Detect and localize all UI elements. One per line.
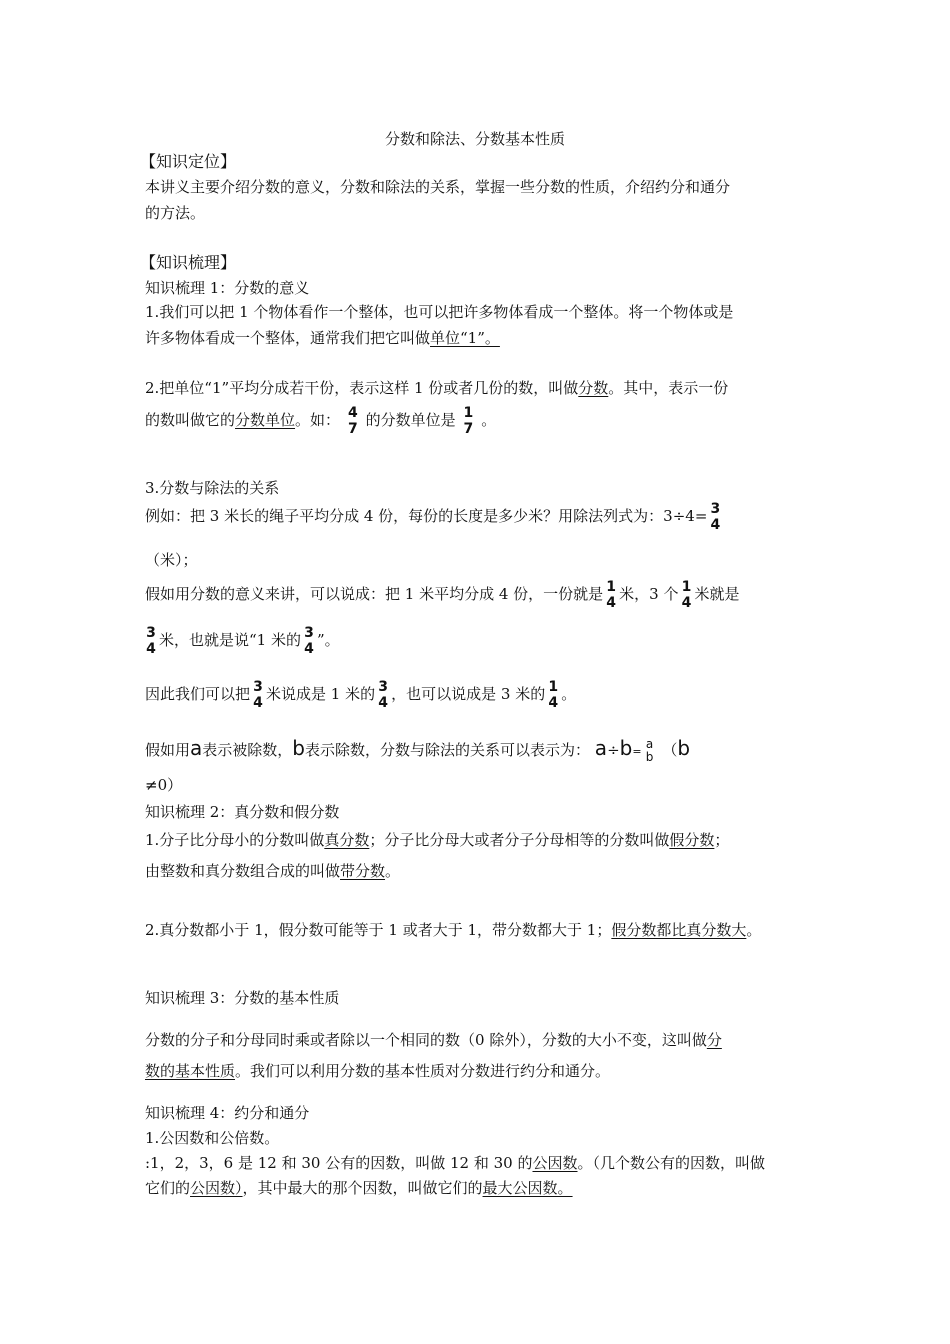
text-segment: 2.把单位“1”平均分成若干份，表示这样 1 份或者几份的数，叫做 [145,379,579,397]
text-segment: 分数的分子和分母同时乘或者除以一个相同的数（0 除外），分数的大小不变，这叫做 [145,1031,707,1049]
k1-p2-line1 [145,378,728,398]
variable-b: b [677,736,691,760]
relation-line-1 [145,730,690,770]
example-line-3 [145,576,740,612]
k4-line2 [145,1178,573,1198]
term-improper-greater: 假分数都比真分数大 [611,921,747,939]
text-segment: 假如用 [145,741,191,759]
term-unit-one: 单位“1”。 [430,329,500,347]
variable-b: b [292,736,305,760]
text-segment: 因此我们可以把 [145,685,251,703]
fraction-1-4 [547,679,559,711]
denominator: 4 [146,641,156,657]
text-segment: 假如用分数的意义来讲，可以说成：把 1 米平均分成 4 份，一份就是 [145,585,604,603]
text-segment: 的数叫做它的 [145,411,236,429]
term-basic-property: 数的基本性质 [145,1062,236,1080]
term-common-factor: 公因数 [532,1154,578,1172]
text-segment: ，也可以说成是 3 米的 [391,685,546,703]
text-segment: 由整数和真分数组合成的叫做 [145,862,341,880]
term-fraction: 分数 [578,379,609,397]
text-segment: 米，也就是说“1 米的 [159,631,301,649]
denominator: 4 [378,695,388,711]
variable-b: b [619,736,633,760]
k2-p1-line2 [145,861,400,881]
text-segment: :1，2，3，6 是 12 和 30 公有的因数，叫做 12 和 30 的 [145,1154,533,1172]
numerator: 1 [548,679,559,695]
text-segment: 例如：把 3 米长的绳子平均分成 4 份，每份的长度是多少米？用除法列式为：3÷4= [145,507,708,525]
text-segment: 。 [561,685,577,703]
example-line-4 [145,622,340,658]
term-basic-property: 分 [706,1031,722,1049]
numerator: 1 [606,579,617,595]
example-line-5 [145,676,576,712]
term-mixed-number: 带分数 [340,862,386,880]
fraction-3-4 [303,625,315,657]
text-segment: 。其中，表示一份 [608,379,729,397]
variable-a: a [190,736,203,760]
denominator: 7 [347,421,358,437]
text-segment: 米，3 个 [619,585,679,603]
denominator: 4 [606,595,617,611]
fraction-3-4 [145,625,157,657]
variable-a: a [594,736,608,760]
numerator: 3 [253,679,263,695]
text-segment: ，其中最大的那个因数，叫做它们的 [242,1179,483,1197]
fraction-1-4 [605,579,617,611]
k2-p2 [145,920,761,940]
document-title: 分数和除法、分数基本性质 [384,130,565,148]
example-line-2: （米）； [145,551,198,569]
text-segment: 它们的 [145,1179,191,1197]
text-segment: ”。 [316,631,340,649]
text-segment: 。我们可以利用分数的基本性质对分数进行约分和通分。 [235,1062,611,1080]
k1-title: 知识梳理 1：分数的意义 [145,279,310,297]
equals-symbol: = [632,745,642,758]
example-line-1 [145,498,723,534]
fraction-1-4 [680,579,692,611]
text-segment: 。 [385,862,401,880]
term-proper-fraction: 真分数 [324,831,370,849]
denominator: 4 [710,517,721,533]
text-segment: 1.分子比分母小的分数叫做 [145,831,325,849]
fraction-1-7 [462,405,474,437]
fraction-3-4 [377,679,389,711]
text-segment: ； [714,831,730,849]
numerator: 1 [463,405,474,421]
text-segment: 。如： [295,411,341,429]
denominator: 4 [304,641,314,657]
text-segment: 。 [481,411,497,429]
numerator: 3 [378,679,388,695]
numerator: a [645,737,654,751]
section-heading-review: 【知识梳理】 [140,253,237,272]
denominator: 4 [681,595,692,611]
denominator: b [645,750,654,764]
intro-line-1: 本讲义主要介绍分数的意义，分数和除法的关系，掌握一些分数的性质，介绍约分和通分 [145,178,731,196]
text-segment: 表示除数，分数与除法的关系可以表示为： [305,741,591,759]
numerator: 3 [146,625,156,641]
text-segment: ；分子比分母大或者分子分母相等的分数叫做 [369,831,670,849]
section-heading-positioning: 【知识定位】 [140,152,237,171]
k1-p2-line2 [145,402,496,438]
k3-title: 知识梳理 3：分数的基本性质 [145,989,340,1007]
k3-line1 [145,1030,722,1050]
term-fraction-unit: 分数单位 [235,411,296,429]
k1-p3-title: 3.分数与除法的关系 [145,479,280,497]
text-segment: 2.真分数都小于 1，假分数可能等于 1 或者大于 1，带分数都大于 1； [145,921,612,939]
text-segment: 米就是 [694,585,740,603]
k2-title: 知识梳理 2：真分数和假分数 [145,803,340,821]
fraction-a-b [644,738,656,764]
term-greatest-common-factor: 最大公因数。 [482,1179,573,1197]
k1-p1-line2 [145,328,500,348]
denominator: 7 [463,421,474,437]
text-segment: 表示被除数， [202,741,293,759]
k4-line1 [145,1153,765,1173]
fraction-4-7 [347,405,359,437]
relation-line-2: ≠0） [145,776,183,794]
text-segment: 。 [746,921,762,939]
divide-symbol: ÷ [607,741,620,759]
numerator: 3 [710,501,721,517]
k1-p1-line1: 1.我们可以把 1 个物体看作一个整体，也可以把许多物体看成一个整体。将一个物体或是 [145,303,734,321]
numerator: 4 [347,405,358,421]
term-common-factor: 公因数） [190,1179,243,1197]
fraction-3-4 [709,501,721,533]
denominator: 4 [253,695,263,711]
k4-title: 知识梳理 4：约分和通分 [145,1104,310,1122]
numerator: 1 [681,579,692,595]
term-improper-fraction: 假分数 [669,831,715,849]
text-segment: 米说成是 1 米的 [266,685,376,703]
fraction-3-4 [252,679,264,711]
intro-line-2: 的方法。 [145,204,206,222]
text-segment: 。（几个数公有的因数，叫做 [577,1154,766,1172]
text-segment: （ [662,741,678,759]
k3-line2 [145,1061,610,1081]
k2-p1-line1 [145,830,729,850]
denominator: 4 [548,695,559,711]
numerator: 3 [304,625,314,641]
k4-p1: 1.公因数和公倍数。 [145,1129,280,1147]
text-segment: 的分数单位是 [365,411,456,429]
text-segment: 许多物体看成一个整体，通常我们把它叫做 [145,329,431,347]
